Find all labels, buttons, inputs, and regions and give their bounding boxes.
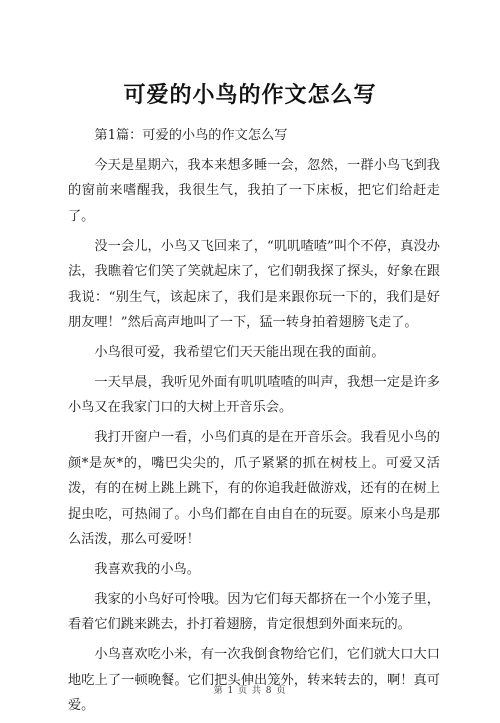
paragraph: 我打开窗户一看，小鸟们真的是在开音乐会。我看见小鸟的颜*是灰*的，嘴巴尖尖的，爪子紧紧的抓在树枝上。可爱又活泼，有的在树上跳上跳下，有的你追我赶做游戏，还有的在树上捉虫吃，可热闹了。小鸟们都在自由自在的玩耍。原来小鸟是那么活泼，那么可爱呀！	[68, 430, 440, 548]
paragraph: 今天是星期六，我本来想多睡一会，忽然，一群小鸟飞到我的窗前来嗜醒我，我很生气，我拍了一下床板，把它们给赶走了。	[68, 158, 440, 224]
paragraph: 一天早晨，我听见外面有叽叽喳喳的叫声，我想一定是许多小鸟又在我家门口的大树上开音乐会。	[68, 375, 440, 416]
paragraph: 没一会儿，小鸟又飞回来了，“叽叽喳喳”叫个不停，真没办法，我瞧着它们笑了笑就起床了，它们朝我探了探头，好象在跟我说：“别生气，该起床了，我们是来跟你玩一下的，我们是好朋友哩！”然后高声地叫了一下，猛一转身拍着翅膀飞走了。	[68, 238, 440, 331]
paragraph: 我喜欢我的小鸟。	[94, 562, 200, 578]
paragraph: 我家的小鸟好可怜哦。因为它们每天都挤在一个小笼子里，看着它们跳来跳去，扑打着翅膀，肯定很想到外面来玩的。	[68, 592, 440, 633]
document-body	[68, 123, 440, 723]
document-title: 可爱的小鸟的作文怎么写	[123, 82, 377, 108]
section-heading: 第1篇：可爱的小鸟的作文怎么写	[94, 128, 288, 143]
paragraph: 小鸟很可爱，我希望它们天天能出现在我的面前。	[94, 345, 385, 361]
page-number-footer: 第 1 页 共 8 页	[213, 686, 287, 696]
paragraph: 小鸟喜欢吃小米，有一次我倒食物给它们，它们就大口大口地吃上了一顿晚餐。它们把头伸出笼外，转来转去的，啊！真可爱。	[68, 647, 440, 714]
